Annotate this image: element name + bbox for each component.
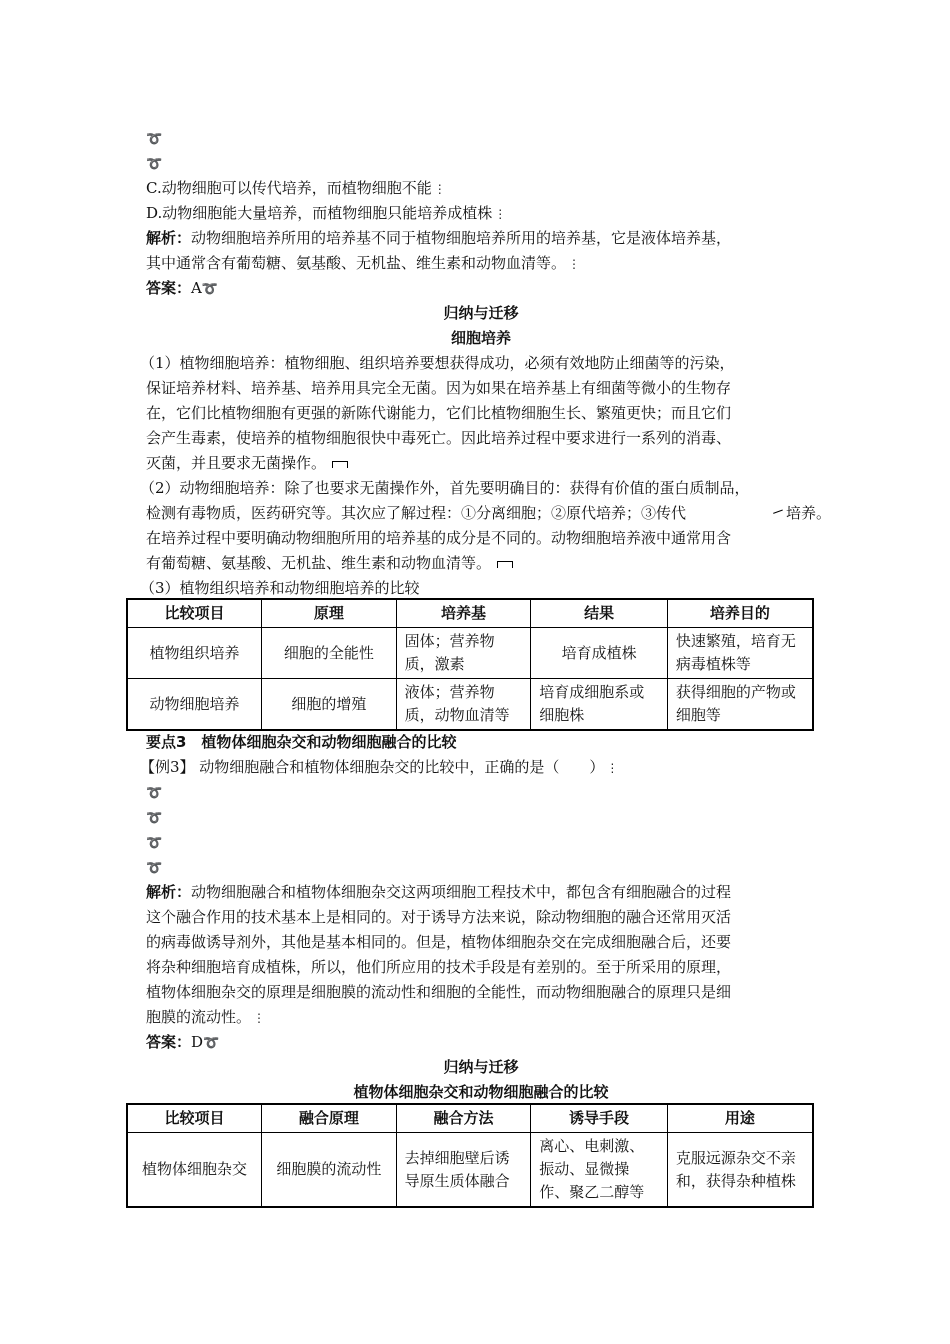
analysis-label: 解析： — [146, 883, 192, 901]
separator-mark: ⋮ — [433, 182, 446, 196]
comparison-table-fusion — [126, 1103, 814, 1208]
table-header-cell: 融合原理 — [262, 1104, 397, 1133]
analysis-2-line-4: 将杂种细胞培育成植株，所以，他们所应用的技术手段是有差别的。至于所采用的原理， — [146, 958, 732, 976]
table-cell: 细胞膜的流动性 — [262, 1133, 397, 1208]
table-cell: 固体；营养物质，激素 — [396, 628, 531, 679]
analysis-2-line-1: 解析：动物细胞融合和植物体细胞杂交这两项细胞工程技术中，都包含有细胞融合的过程 — [146, 883, 732, 901]
option-mark-icon: ➰ — [146, 811, 163, 826]
table-cell: 液体；营养物质，动物血清等 — [396, 679, 531, 731]
separator-mark: ⋮ — [606, 761, 619, 775]
table-header-cell: 诱导手段 — [531, 1104, 668, 1133]
caret-mark — [773, 509, 785, 519]
table-cell: 克服远源杂交不亲和，获得杂种植株 — [667, 1133, 813, 1208]
table-cell: 植物组织培养 — [127, 628, 262, 679]
summary-title: 归纳与迁移 — [443, 304, 519, 322]
table-row — [127, 628, 813, 679]
analysis-1-line-1: 解析：动物细胞培养所用的培养基不同于植物细胞培养所用的培养基，它是液体培养基， — [146, 229, 732, 247]
para-2-line-2: 检测有毒物质，医药研究等。其次应了解过程：①分离细胞；②原代培养；③传代 — [146, 504, 687, 522]
answer-label: 答案： — [146, 1033, 192, 1051]
table-header-cell: 比较项目 — [127, 599, 262, 628]
table-cell: 离心、电刺激、振动、显微操作、聚乙二醇等 — [531, 1133, 668, 1208]
table-cell: 快速繁殖，培育无病毒植株等 — [667, 628, 813, 679]
section-title-fusion: 植物体细胞杂交和动物细胞融合的比较 — [353, 1083, 609, 1101]
para-3: （3）植物组织培养和动物细胞培养的比较 — [140, 579, 420, 597]
answer-2: 答案：D➰ — [146, 1032, 219, 1054]
analysis-1-line-2: 其中通常含有葡萄糖、氨基酸、无机盐、维生素和动物血清等。 ⋮ — [146, 254, 581, 272]
table-cell: 细胞的增殖 — [262, 679, 397, 731]
section-title-cell-culture: 细胞培养 — [450, 329, 511, 347]
answer-label: 答案： — [146, 279, 192, 297]
option-mark-icon: ➰ — [146, 861, 163, 876]
separator-mark: ⋮ — [568, 257, 581, 271]
table-row — [127, 679, 813, 731]
bracket-mark — [497, 561, 513, 568]
option-d-placeholder — [146, 857, 162, 879]
table-header-cell: 结果 — [531, 599, 668, 628]
table-cell: 培育成植株 — [531, 628, 668, 679]
para-1-line-4: 会产生毒素，使培养的植物细胞很快中毒死亡。因此培养过程中要求进行一系列的消毒、 — [146, 429, 732, 447]
para-1-line-2: 保证培养材料、培养基、培养用具完全无菌。因为如果在培养基上有细菌等微小的生物存 — [146, 379, 732, 397]
option-d: D.动物细胞能大量培养，而植物细胞只能培养成植株 ⋮ — [146, 204, 507, 222]
analysis-2-line-3: 的病毒做诱导剂外，其他是基本相同的。但是，植物体细胞杂交在完成细胞融合后，还要 — [146, 933, 732, 951]
analysis-2-line-5: 植物体细胞杂交的原理是细胞膜的流动性和细胞的全能性，而动物细胞融合的原理只是细 — [146, 983, 732, 1001]
table-header-row — [127, 1104, 813, 1133]
table-cell: 获得细胞的产物或细胞等 — [667, 679, 813, 731]
option-a-placeholder — [146, 782, 162, 804]
option-a-placeholder — [146, 128, 162, 150]
summary-title-2: 归纳与迁移 — [443, 1058, 519, 1076]
option-b-placeholder — [146, 807, 162, 829]
comparison-table-culture — [126, 598, 814, 731]
separator-mark: ⋮ — [253, 1011, 266, 1025]
table-header-cell: 培养基 — [396, 599, 531, 628]
table-row — [127, 1133, 813, 1208]
table-cell: 植物体细胞杂交 — [127, 1133, 262, 1208]
table-header-cell: 培养目的 — [667, 599, 813, 628]
separator-mark: ⋮ — [494, 207, 507, 221]
para-2-line-3: 在培养过程中要明确动物细胞所用的培养基的成分是不同的。动物细胞培养液中通常用含 — [146, 529, 732, 547]
bracket-mark — [332, 461, 348, 468]
option-mark-icon: ➰ — [146, 132, 163, 147]
analysis-2-line-2: 这个融合作用的技术基本上是相同的。对于诱导方法来说，除动物细胞的融合还常用灭活 — [146, 908, 732, 926]
answer-1: 答案：A➰ — [146, 278, 218, 300]
analysis-2-line-6: 胞膜的流动性。 ⋮ — [146, 1008, 266, 1026]
para-2-line-2-tail: 培养。 — [774, 503, 831, 523]
answer-mark-icon: ➰ — [201, 282, 219, 297]
option-c: C.动物细胞可以传代培养，而植物细胞不能 ⋮ — [146, 179, 446, 197]
table-cell: 细胞的全能性 — [262, 628, 397, 679]
option-c-placeholder — [146, 832, 162, 854]
table-cell: 培育成细胞系或细胞株 — [531, 679, 668, 731]
key-point-3: 要点3 植物体细胞杂交和动物细胞融合的比较 — [146, 733, 457, 751]
table-header-cell: 原理 — [262, 599, 397, 628]
para-1-line-3: 在，它们比植物细胞有更强的新陈代谢能力，它们比植物细胞生长、繁殖更快；而且它们 — [146, 404, 732, 422]
table-header-cell: 比较项目 — [127, 1104, 262, 1133]
para-1-line-5: 灭菌，并且要求无菌操作。 — [146, 453, 348, 473]
example-3: 【例3】 动物细胞融合和植物体细胞杂交的比较中，正确的是（ ） ⋮ — [140, 758, 619, 776]
option-mark-icon: ➰ — [146, 786, 163, 801]
para-2-line-4: 有葡萄糖、氨基酸、无机盐、维生素和动物血清等。 — [146, 553, 513, 573]
para-2-line-1: （2）动物细胞培养：除了也要求无菌操作外，首先要明确目的：获得有价值的蛋白质制品， — [140, 479, 750, 497]
option-mark-icon: ➰ — [146, 836, 163, 851]
analysis-label: 解析： — [146, 229, 192, 247]
para-1-line-1: （1）植物细胞培养：植物细胞、组织培养要想获得成功，必须有效地防止细菌等的污染， — [140, 354, 735, 372]
table-cell: 去掉细胞壁后诱导原生质体融合 — [396, 1133, 531, 1208]
table-cell: 动物细胞培养 — [127, 679, 262, 731]
option-b-placeholder — [146, 153, 162, 175]
table-header-row — [127, 599, 813, 628]
table-header-cell: 融合方法 — [396, 1104, 531, 1133]
table-header-cell: 用途 — [667, 1104, 813, 1133]
option-mark-icon: ➰ — [146, 157, 163, 172]
answer-mark-icon: ➰ — [203, 1036, 220, 1051]
